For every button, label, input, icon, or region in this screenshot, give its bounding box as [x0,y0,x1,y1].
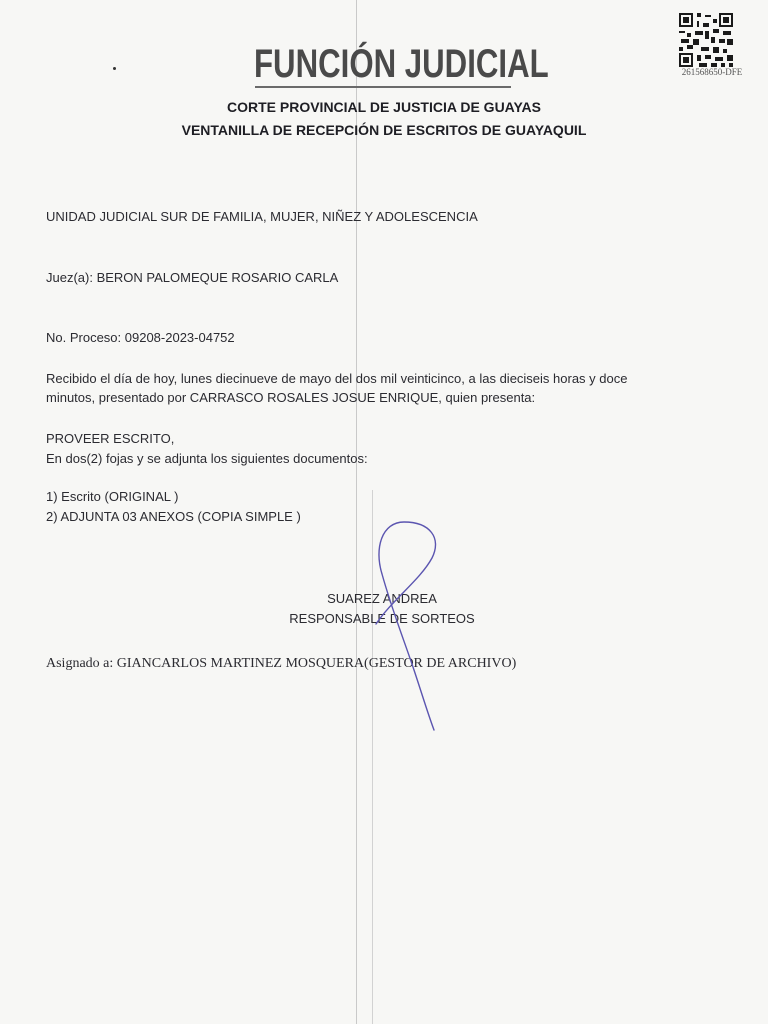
paper-fold-line [356,0,357,1024]
process-number: No. Proceso: 09208-2023-04752 [46,330,235,345]
office-name: VENTANILLA DE RECEPCIÓN DE ESCRITOS DE GUAYAQUIL [181,122,587,138]
signer-name: SUAREZ ANDREA [327,591,437,606]
received-text-line-1: Recibido el día de hoy, lunes diecinueve de mayo del dos mil veinticinco, a las dieciseis horas y doce [46,371,628,386]
assigned-to: Asignado a: GIANCARLOS MARTINEZ MOSQUERA(GESTOR DE ARCHIVO) [46,656,517,671]
speck-mark [113,67,116,70]
received-text-line-2: minutos, presentado por CARRASCO ROSALES JOSUE ENRIQUE, quien presenta: [46,390,536,405]
request-title: PROVEER ESCRITO, [46,431,175,446]
judge-name: Juez(a): BERON PALOMEQUE ROSARIO CARLA [46,270,339,285]
pages-line: En dos(2) fojas y se adjunta los siguientes documentos: [46,451,368,466]
signer-role: RESPONSABLE DE SORTEOS [289,611,475,626]
document-item: 1) Escrito (ORIGINAL ) [46,489,179,504]
document-item: 2) ADJUNTA 03 ANEXOS (COPIA SIMPLE ) [46,509,301,524]
paper-fold-line-lower [372,490,373,1024]
court-name: CORTE PROVINCIAL DE JUSTICIA DE GUAYAS [226,99,542,115]
qr-code-icon [679,13,733,67]
logo-underline [255,86,511,88]
funcion-judicial-logo: FUNCIÓN JUDICIAL [254,42,549,86]
qr-code-id: 261568650-DFE [681,67,743,77]
judicial-unit: UNIDAD JUDICIAL SUR DE FAMILIA, MUJER, NIÑEZ Y ADOLESCENCIA [46,209,478,224]
